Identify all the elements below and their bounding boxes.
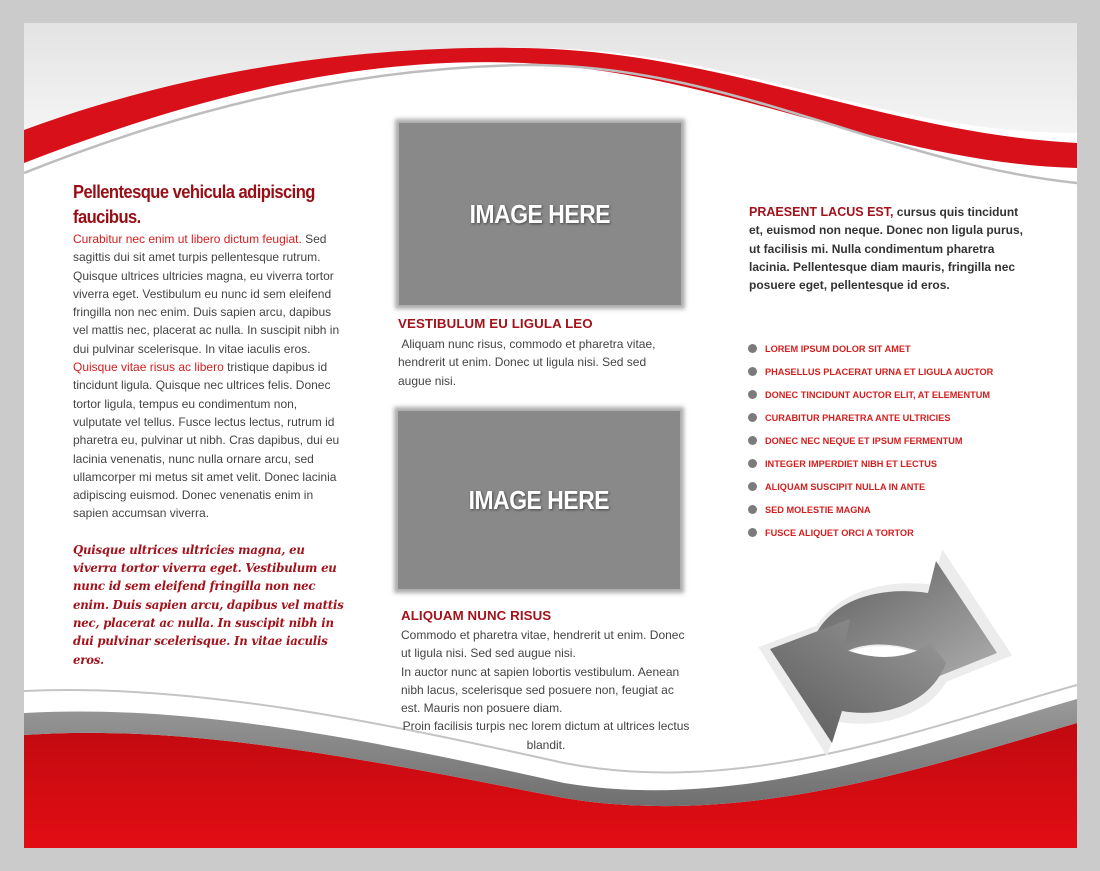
list-item-label: INTEGER IMPERDIET NIBH ET LECTUS (765, 458, 938, 469)
list-item-label: SED MOLESTIE MAGNA (765, 504, 871, 515)
right-intro (749, 203, 1033, 294)
middle-heading-1: VESTIBULUM EU LIGULA LEO (398, 316, 593, 331)
bullet-icon (748, 436, 757, 445)
middle-text-2-line1: Commodo et pharetra vitae, hendrerit ut enim. Donec ut ligula nisi. Sed sed augue nisi. (401, 628, 685, 661)
right-intro-text: cursus quis tincidunt et, euismod non neque. Donec non ligula purus, ut facilisis mi. Nulla condimentum pharetra lacinia. Pellentesque diam mauris, fringilla nec posuere eget, pellentesque id eros. (749, 205, 1024, 293)
list-item (748, 337, 993, 360)
bullet-icon (748, 528, 757, 537)
middle-text-2-line3: Proin facilisis turpis nec lorem dictum at ultrices lectus blandit. (402, 719, 690, 752)
list-item (748, 452, 993, 475)
list-item (748, 406, 993, 429)
list-item (748, 429, 993, 452)
left-para1-text: Sed sagittis dui sit amet turpis pellentesque rutrum. Quisque ultrices ultricies magna, eu viverra tortor viverra eget. Vestibulum eu nunc id sem eleifend fringilla non nec enim. Duis sapien arcu, dapibus vel mattis nec, placerat ac nulla. In suscipit nibh in dui pulvinar scelerisque. In vitae iaculis eros. (73, 232, 340, 356)
middle-text-2 (401, 626, 691, 754)
list-item (748, 521, 993, 544)
brochure-sheet (24, 23, 1077, 848)
bullet-icon (748, 413, 757, 422)
left-body-text (73, 230, 349, 523)
left-column (73, 180, 349, 669)
bullet-icon (748, 482, 757, 491)
left-title: Pellentesque vehicula adipiscing faucibus. (73, 182, 315, 227)
bullet-icon (748, 505, 757, 514)
list-item-label: PHASELLUS PLACERAT URNA ET LIGULA AUCTOR (765, 366, 994, 377)
list-item-label: FUSCE ALIQUET ORCI A TORTOR (765, 527, 914, 538)
image-placeholder-2 (398, 411, 680, 589)
bullet-icon (748, 344, 757, 353)
image-placeholder-1-label: IMAGE HERE (469, 198, 611, 229)
middle-heading-2: ALIQUAM NUNC RISUS (401, 608, 552, 623)
left-para1-highlight: Curabitur nec enim ut libero dictum feugiat. (73, 232, 302, 246)
refresh-arrows-icon (754, 545, 1014, 755)
middle-text-1-content: Aliquam nunc risus, commodo et pharetra vitae, hendrerit ut enim. Donec ut ligula nisi. Sed sed augue nisi. (398, 337, 656, 388)
list-item-label: LOREM IPSUM DOLOR SIT AMET (765, 343, 911, 354)
middle-text-1 (398, 335, 678, 390)
bullet-icon (748, 367, 757, 376)
left-para2-highlight: Quisque vitae risus ac libero (73, 360, 224, 375)
list-item-label: DONEC NEC NEQUE ET IPSUM FERMENTUM (765, 435, 963, 446)
list-item-label: DONEC TINCIDUNT AUCTOR ELIT, AT ELEMENTUM (765, 389, 991, 400)
list-item (748, 475, 993, 498)
list-item-label: ALIQUAM SUSCIPIT NULLA IN ANTE (765, 481, 926, 492)
middle-text-2-line2: In auctor nunc at sapien lobortis vestibulum. Aenean nibh lacus, scelerisque sed posuere non, feugiat ac est. Mauris non posuere diam. (401, 664, 680, 716)
image-placeholder-1 (399, 123, 681, 305)
right-intro-highlight: PRAESENT LACUS EST, (749, 205, 894, 219)
bullet-list (748, 337, 993, 544)
list-item (748, 498, 993, 521)
bullet-icon (748, 459, 757, 468)
left-quote: Quisque ultrices ultricies magna, eu viverra tortor viverra eget. Vestibulum eu nunc id sem eleifend fringilla non nec enim. Duis sapien arcu, dapibus vel mattis nec, placerat ac nulla. In suscipit nibh in dui pulvinar scelerisque. In vitae iaculis eros. (73, 542, 344, 667)
list-item (748, 383, 993, 406)
left-para2-text: tristique dapibus id tincidunt ligula. Quisque nec ultrices felis. Donec tortor ligula, tempus eu condimentum non, vulputate vel tellus. Fusce lectus lectus, rutrum id pharetra eu, pulvinar ut nibh. Cras dapibus, dui eu lacinia venenatis, nunc nulla ornare arcu, sed ullamcorper mi metus sit amet velit. Donec lacinia adipiscing euismod. Donec venenatis enim in sapien accumsan viverra. (73, 360, 340, 521)
bullet-icon (748, 390, 757, 399)
list-item-label: CURABITUR PHARETRA ANTE ULTRICIES (765, 412, 951, 423)
list-item (748, 360, 993, 383)
image-placeholder-2-label: IMAGE HERE (468, 484, 610, 515)
